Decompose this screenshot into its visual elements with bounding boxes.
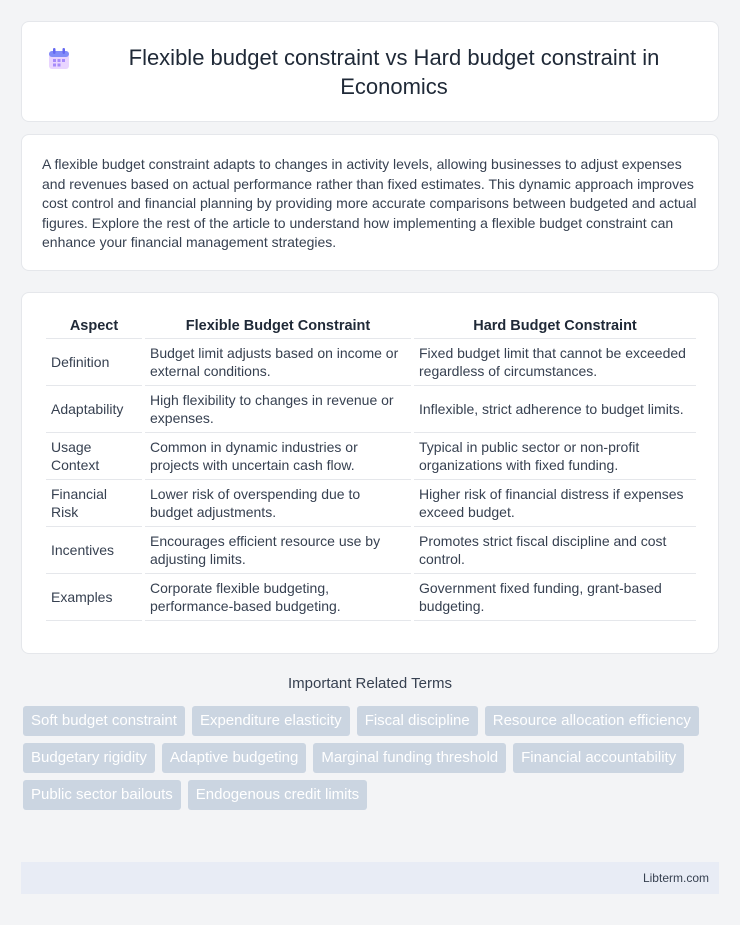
related-term-tag[interactable]: Public sector bailouts: [23, 780, 181, 810]
related-term-tag[interactable]: Soft budget constraint: [23, 706, 185, 736]
table-row: [46, 386, 696, 433]
row-hard: Higher risk of financial distress if expenses exceed budget.: [414, 480, 696, 527]
header-hard: Hard Budget Constraint: [414, 315, 696, 339]
page-title: Flexible budget constraint vs Hard budget constraint in Economics: [128, 44, 660, 99]
table-row: [46, 433, 696, 480]
related-terms-list: [23, 706, 723, 810]
row-flexible: Corporate flexible budgeting, performance-based budgeting.: [145, 574, 411, 621]
footer: [21, 862, 719, 894]
table-row: [46, 480, 696, 527]
row-flexible: High flexibility to changes in revenue or expenses.: [145, 386, 411, 433]
row-hard: Inflexible, strict adherence to budget limits.: [414, 386, 696, 433]
footer-site-link[interactable]: Libterm.com: [642, 871, 709, 885]
related-term-tag[interactable]: Marginal funding threshold: [313, 743, 506, 773]
header-aspect: Aspect: [46, 315, 142, 339]
related-term-tag[interactable]: Endogenous credit limits: [188, 780, 367, 810]
calendar-icon: [46, 46, 72, 72]
row-hard: Typical in public sector or non-profit organizations with fixed funding.: [414, 433, 696, 480]
related-term-tag[interactable]: Adaptive budgeting: [162, 743, 306, 773]
row-flexible: Common in dynamic industries or projects with uncertain cash flow.: [145, 433, 411, 480]
row-aspect: Definition: [46, 339, 142, 386]
row-aspect: Adaptability: [46, 386, 142, 433]
related-term-tag[interactable]: Financial accountability: [513, 743, 684, 773]
table-header-row: [46, 315, 696, 339]
row-hard: Fixed budget limit that cannot be exceeded regardless of circumstances.: [414, 339, 696, 386]
header-flexible: Flexible Budget Constraint: [145, 315, 411, 339]
row-aspect: Examples: [46, 574, 142, 621]
intro-card: [21, 134, 719, 271]
row-flexible: Lower risk of overspending due to budget adjustments.: [145, 480, 411, 527]
related-terms-title: Important Related Terms: [288, 675, 452, 692]
title-wrap: [22, 22, 718, 121]
related-term-tag[interactable]: Fiscal discipline: [357, 706, 478, 736]
related-term-tag[interactable]: Resource allocation efficiency: [485, 706, 699, 736]
row-flexible: Encourages efficient resource use by adjusting limits.: [145, 527, 411, 574]
table-row: [46, 527, 696, 574]
row-aspect: Incentives: [46, 527, 142, 574]
title-card: [21, 21, 719, 122]
row-aspect: Usage Context: [46, 433, 142, 480]
intro-text: A flexible budget constraint adapts to changes in activity levels, allowing businesses to adjust expenses and revenues based on actual performance rather than fixed estimates. This dynamic approach improves cost control and financial planning by providing more accurate comparisons between budgeted and actual figures. Explore the rest of the article to understand how implementing a flexible budget constraint can enhance your financial management strategies.: [42, 156, 697, 251]
row-hard: Promotes strict fiscal discipline and cost control.: [414, 527, 696, 574]
table-row: [46, 339, 696, 386]
comparison-table: [43, 315, 699, 621]
related-term-tag[interactable]: Expenditure elasticity: [192, 706, 350, 736]
comparison-card: [21, 292, 719, 654]
related-term-tag[interactable]: Budgetary rigidity: [23, 743, 155, 773]
row-aspect: Financial Risk: [46, 480, 142, 527]
table-row: [46, 574, 696, 621]
row-flexible: Budget limit adjusts based on income or external conditions.: [145, 339, 411, 386]
row-hard: Government fixed funding, grant-based budgeting.: [414, 574, 696, 621]
